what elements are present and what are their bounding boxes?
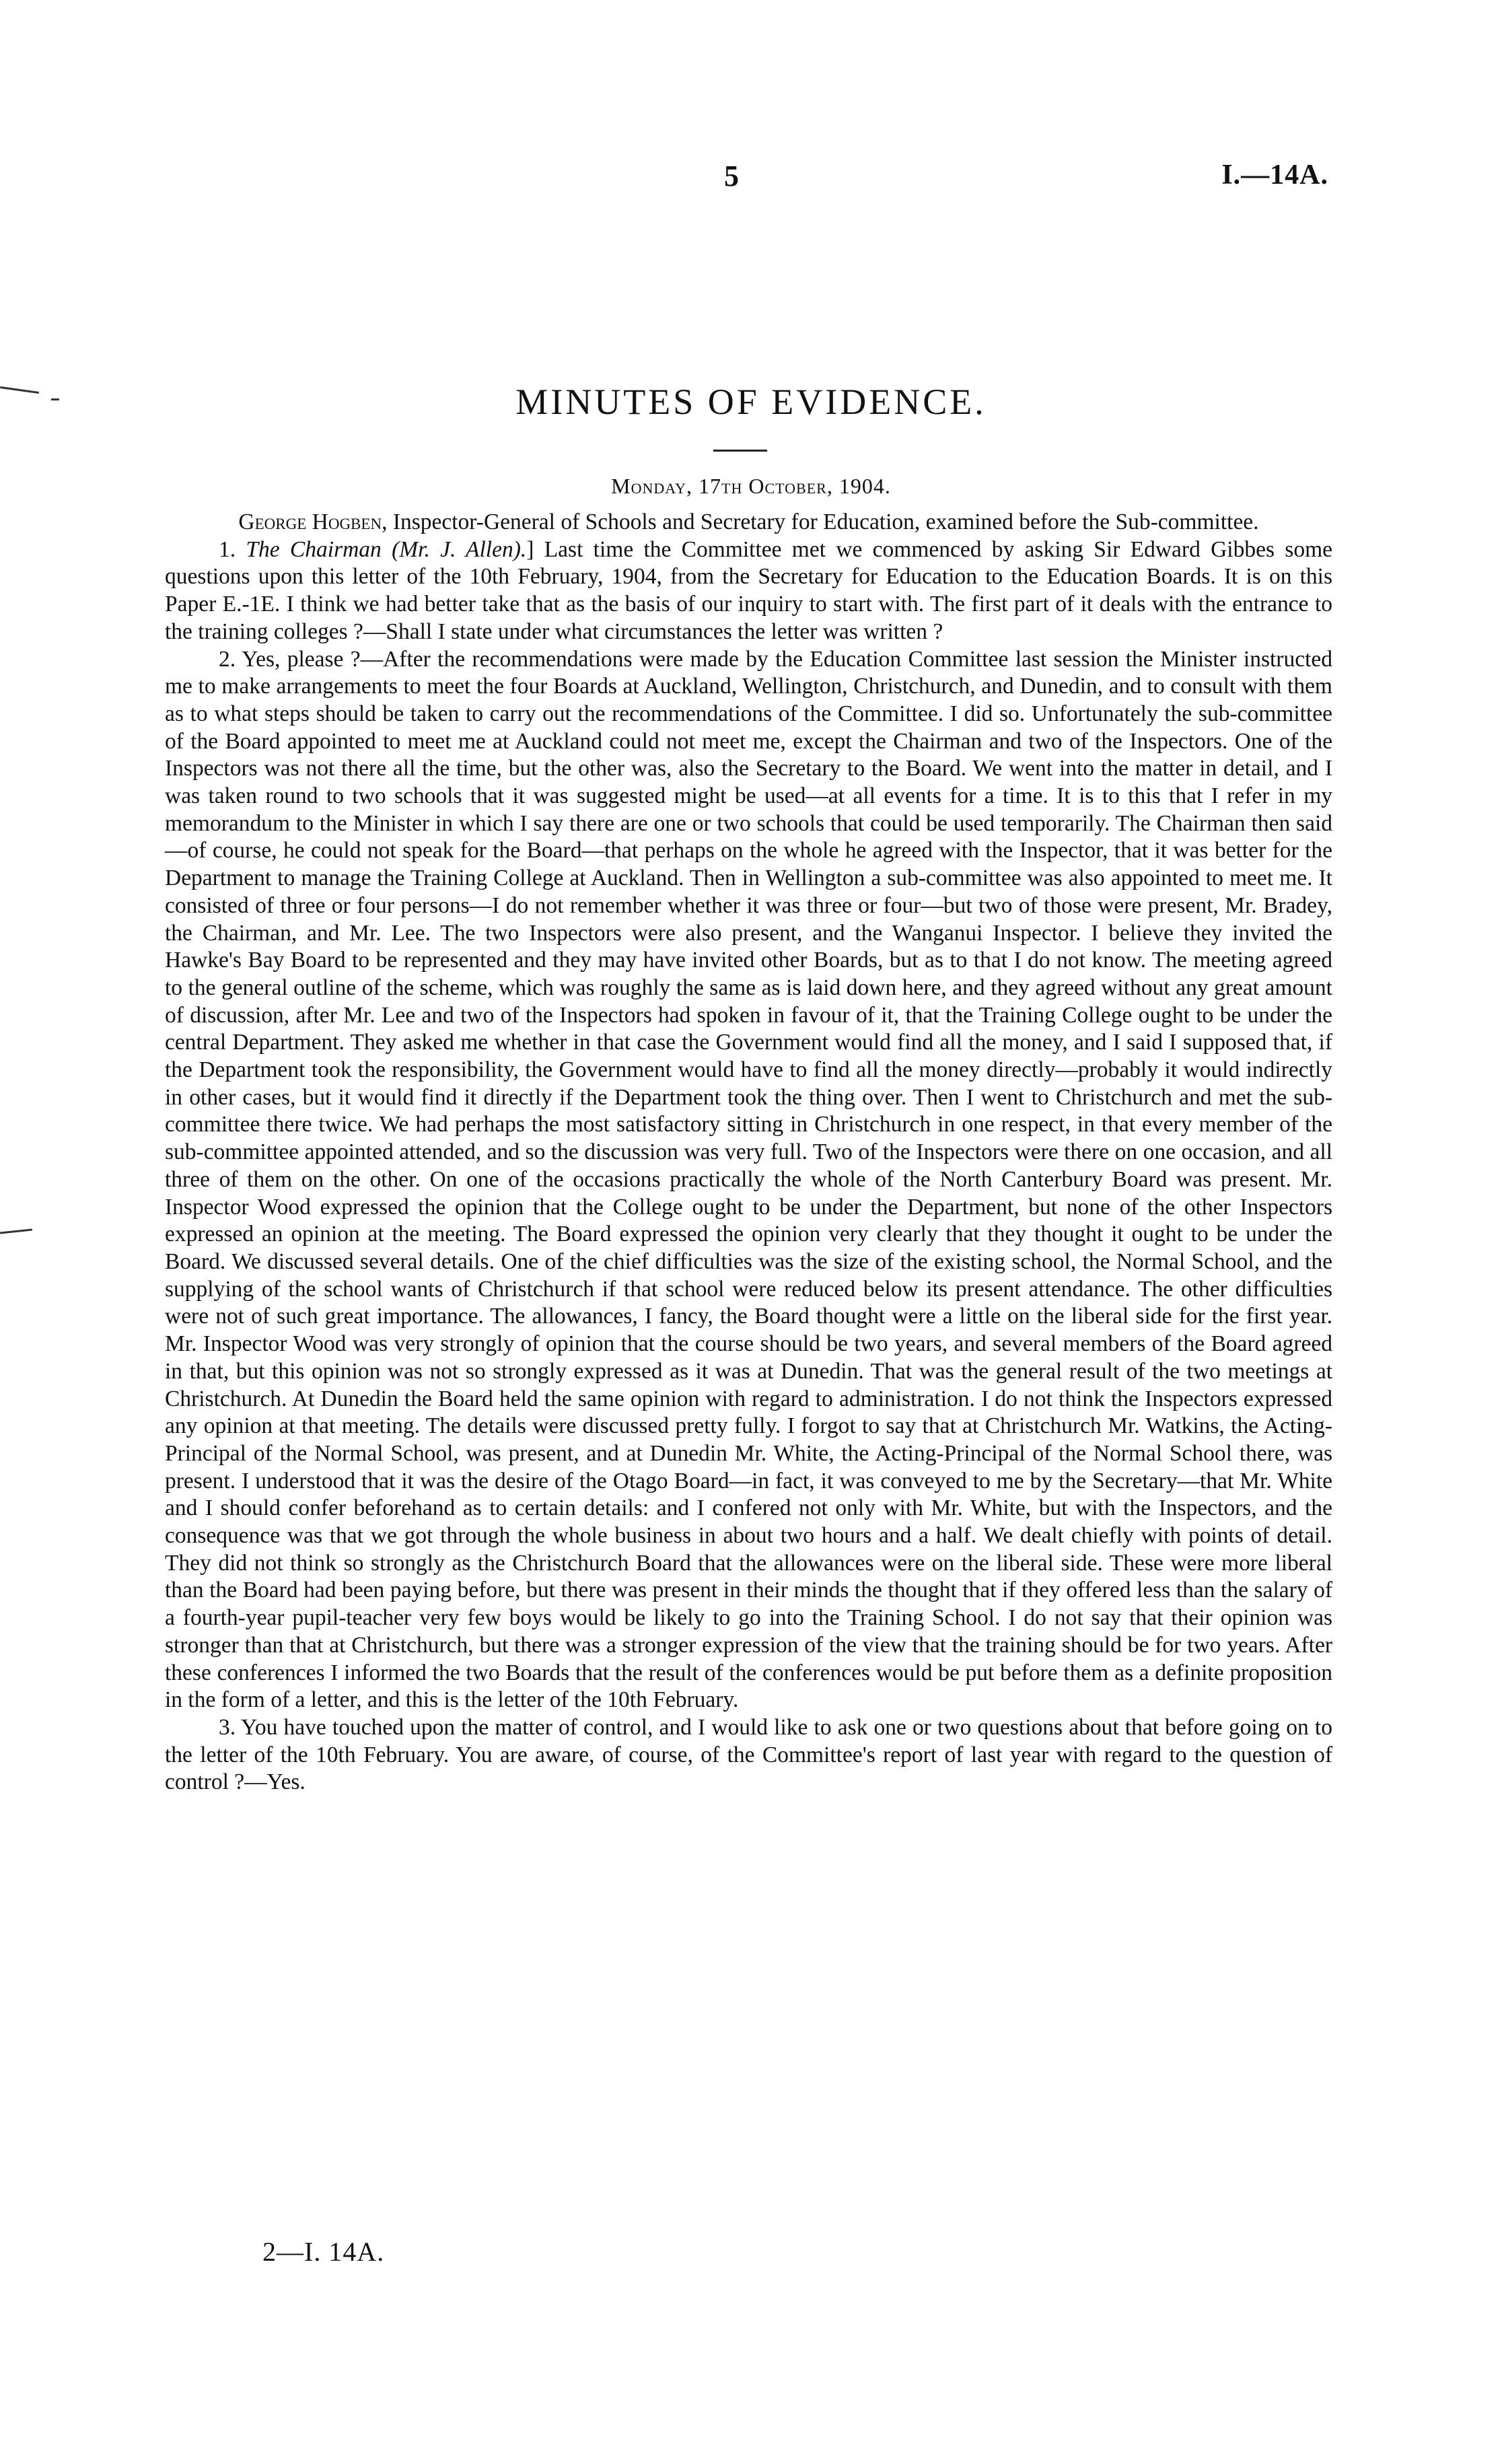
question-3 (165, 1714, 1332, 1796)
question-1 (165, 536, 1332, 646)
document-reference: I.—14A. (1221, 160, 1328, 190)
question-2 (165, 646, 1332, 1714)
signature-mark: 2—I. 14A. (262, 2237, 385, 2267)
minutes-body (165, 509, 1332, 1796)
question-2-number: 2. (219, 646, 236, 672)
question-3-number: 3. (219, 1714, 236, 1740)
page-title: MINUTES OF EVIDENCE. (515, 382, 987, 422)
page-number: 5 (724, 160, 739, 192)
question-2-text: Yes, please ?—After the recommendations were made by the Education Committee last session the Minister instructed me to make arrangements to meet the four Boards at Auckland, Wellington, Christchurch, and Dunedin, and to consult with them as to what steps should be taken to carry out the recommendations of the Committee. I did so. Unfortunately the sub-committee of the Board appointed to meet me at Auckland could not meet me, except the Chairman and two of the Inspectors. One of the Inspectors was not there all the time, but the other was, also the Secretary to the Board. We went into the matter in detail, and I was taken round to two schools that it was suggested might be used—at all events for a time. It is to this that I refer in my memorandum to the Minister in which I say there are one or two schools that could be used temporarily. The Chairman then said—of course, he could not speak for the Board—that perhaps on the whole he agreed with the Inspector, that it was better for the Department to manage the Training College at Auckland. Then in Wellington a sub-committee was also appointed to meet me. It consisted of three or four persons—I do not remember whether it was three or four—but two of those were present, Mr. Bradey, the Chairman, and Mr. Lee. The two Inspectors were also present, and the Wanganui Inspector. I believe they invited the Hawke's Bay Board to be represented and they may have invited other Boards, but as to that I do not know. The meeting agreed to the general outline of the scheme, which was roughly the same as is laid down here, and they agreed without any great amount of discussion, after Mr. Lee and two of the Inspectors had spoken in favour of it, that the Training College ought to be under the central Department. They asked me whether in that case the Government would find all the money, and I said I supposed that, if the Department took the responsibility, the Government would have to find all the money directly—probably it would indirectly in other cases, but it would find it directly if the Department took the thing over. Then I went to Christchurch and met the sub-committee there twice. We had perhaps the most satisfactory sitting in Christchurch in one respect, in that every member of the sub-committee appointed attended, and so the discussion was very full. Two of the Inspectors were there on one occasion, and all three of them on the other. On one of the occasions practically the whole of the North Canterbury Board was present. Mr. Inspector Wood expressed the opinion that the College ought to be under the Department, but none of the other Inspectors expressed an opinion at the meeting. The Board expressed the opinion very clearly that they thought it ought to be under the Board. We discussed several details. One of the chief difficulties was the size of the existing school, the Normal School, and the supplying of the school wants of Christchurch if that school were reduced below its present attendance. The other difficulties were not of such great importance. The allowances, I fancy, the Board thought were a little on the liberal side for the first year. Mr. Inspector Wood was very strongly of opinion that the course should be two years, and several members of the Board agreed in that, but this opinion was not so strongly expressed as it was at Dunedin. That was the general result of the two meetings at Christchurch. At Dunedin the Board held the same opinion with regard to administration. I do not think the Inspectors expressed any opinion at that meeting. The details were discussed pretty fully. I forgot to say that at Christchurch Mr. Watkins, the Acting-Principal of the Normal School, was present, and at Dunedin Mr. White, the Acting-Principal of the Normal School there, was present. I understood that it was the desire of the Otago Board—in fact, it was conveyed to me by the Secretary—that Mr. White and I should confer beforehand as to certain details: and I confered not only with Mr. White, but with the Inspectors, and the consequence was that we got through the whole business in about two hours and a half. We dealt chiefly with points of detail. They did not think so strongly as the Christchurch Board that the allowances were on the liberal side. These were more liberal than the Board had been paying before, but there was present in their minds the thought that if they offered less than the salary of a fourth-year pupil-teacher very few boys would be likely to go into the Training School. I do not say that their opinion was stronger than that at Christchurch, but there was a stronger expression of the view that the training should be for two years. After these conferences I informed the two Boards that the result of the conferences would be put before them as a definite proposition in the form of a letter, and this is the letter of the 10th February. (165, 646, 1332, 1713)
question-1-text: ] Last time the Committee met we commenced by asking Sir Edward Gibbes some questions upon this letter of the 10th February, 1904, from the Secretary for Education to the Education Boards. It is on this Paper E.-1E. I think we had better take that as the basis of our inquiry to start with. The first part of it deals with the entrance to the training colleges ?—Shall I state under what circumstances the letter was written ? (165, 536, 1332, 644)
witness-description: , Inspector-General of Schools and Secretary for Education, examined before the Sub-committee. (382, 509, 1259, 534)
question-3-text: You have touched upon the matter of control, and I would like to ask one or two questions about that before going on to the letter of the 10th February. You are aware, of course, of the Committee's report of last year with regard to the question of control ?—Yes. (165, 1714, 1332, 1795)
date-line: Monday, 17th October, 1904. (611, 474, 891, 498)
margin-mark-middle (0, 1228, 32, 1234)
title-rule (713, 450, 767, 452)
witness-line (165, 509, 1332, 536)
witness-name: George Hogben (238, 509, 382, 534)
question-1-speaker: The Chairman (Mr. J. Allen). (246, 536, 527, 562)
question-1-number: 1. (219, 536, 236, 562)
